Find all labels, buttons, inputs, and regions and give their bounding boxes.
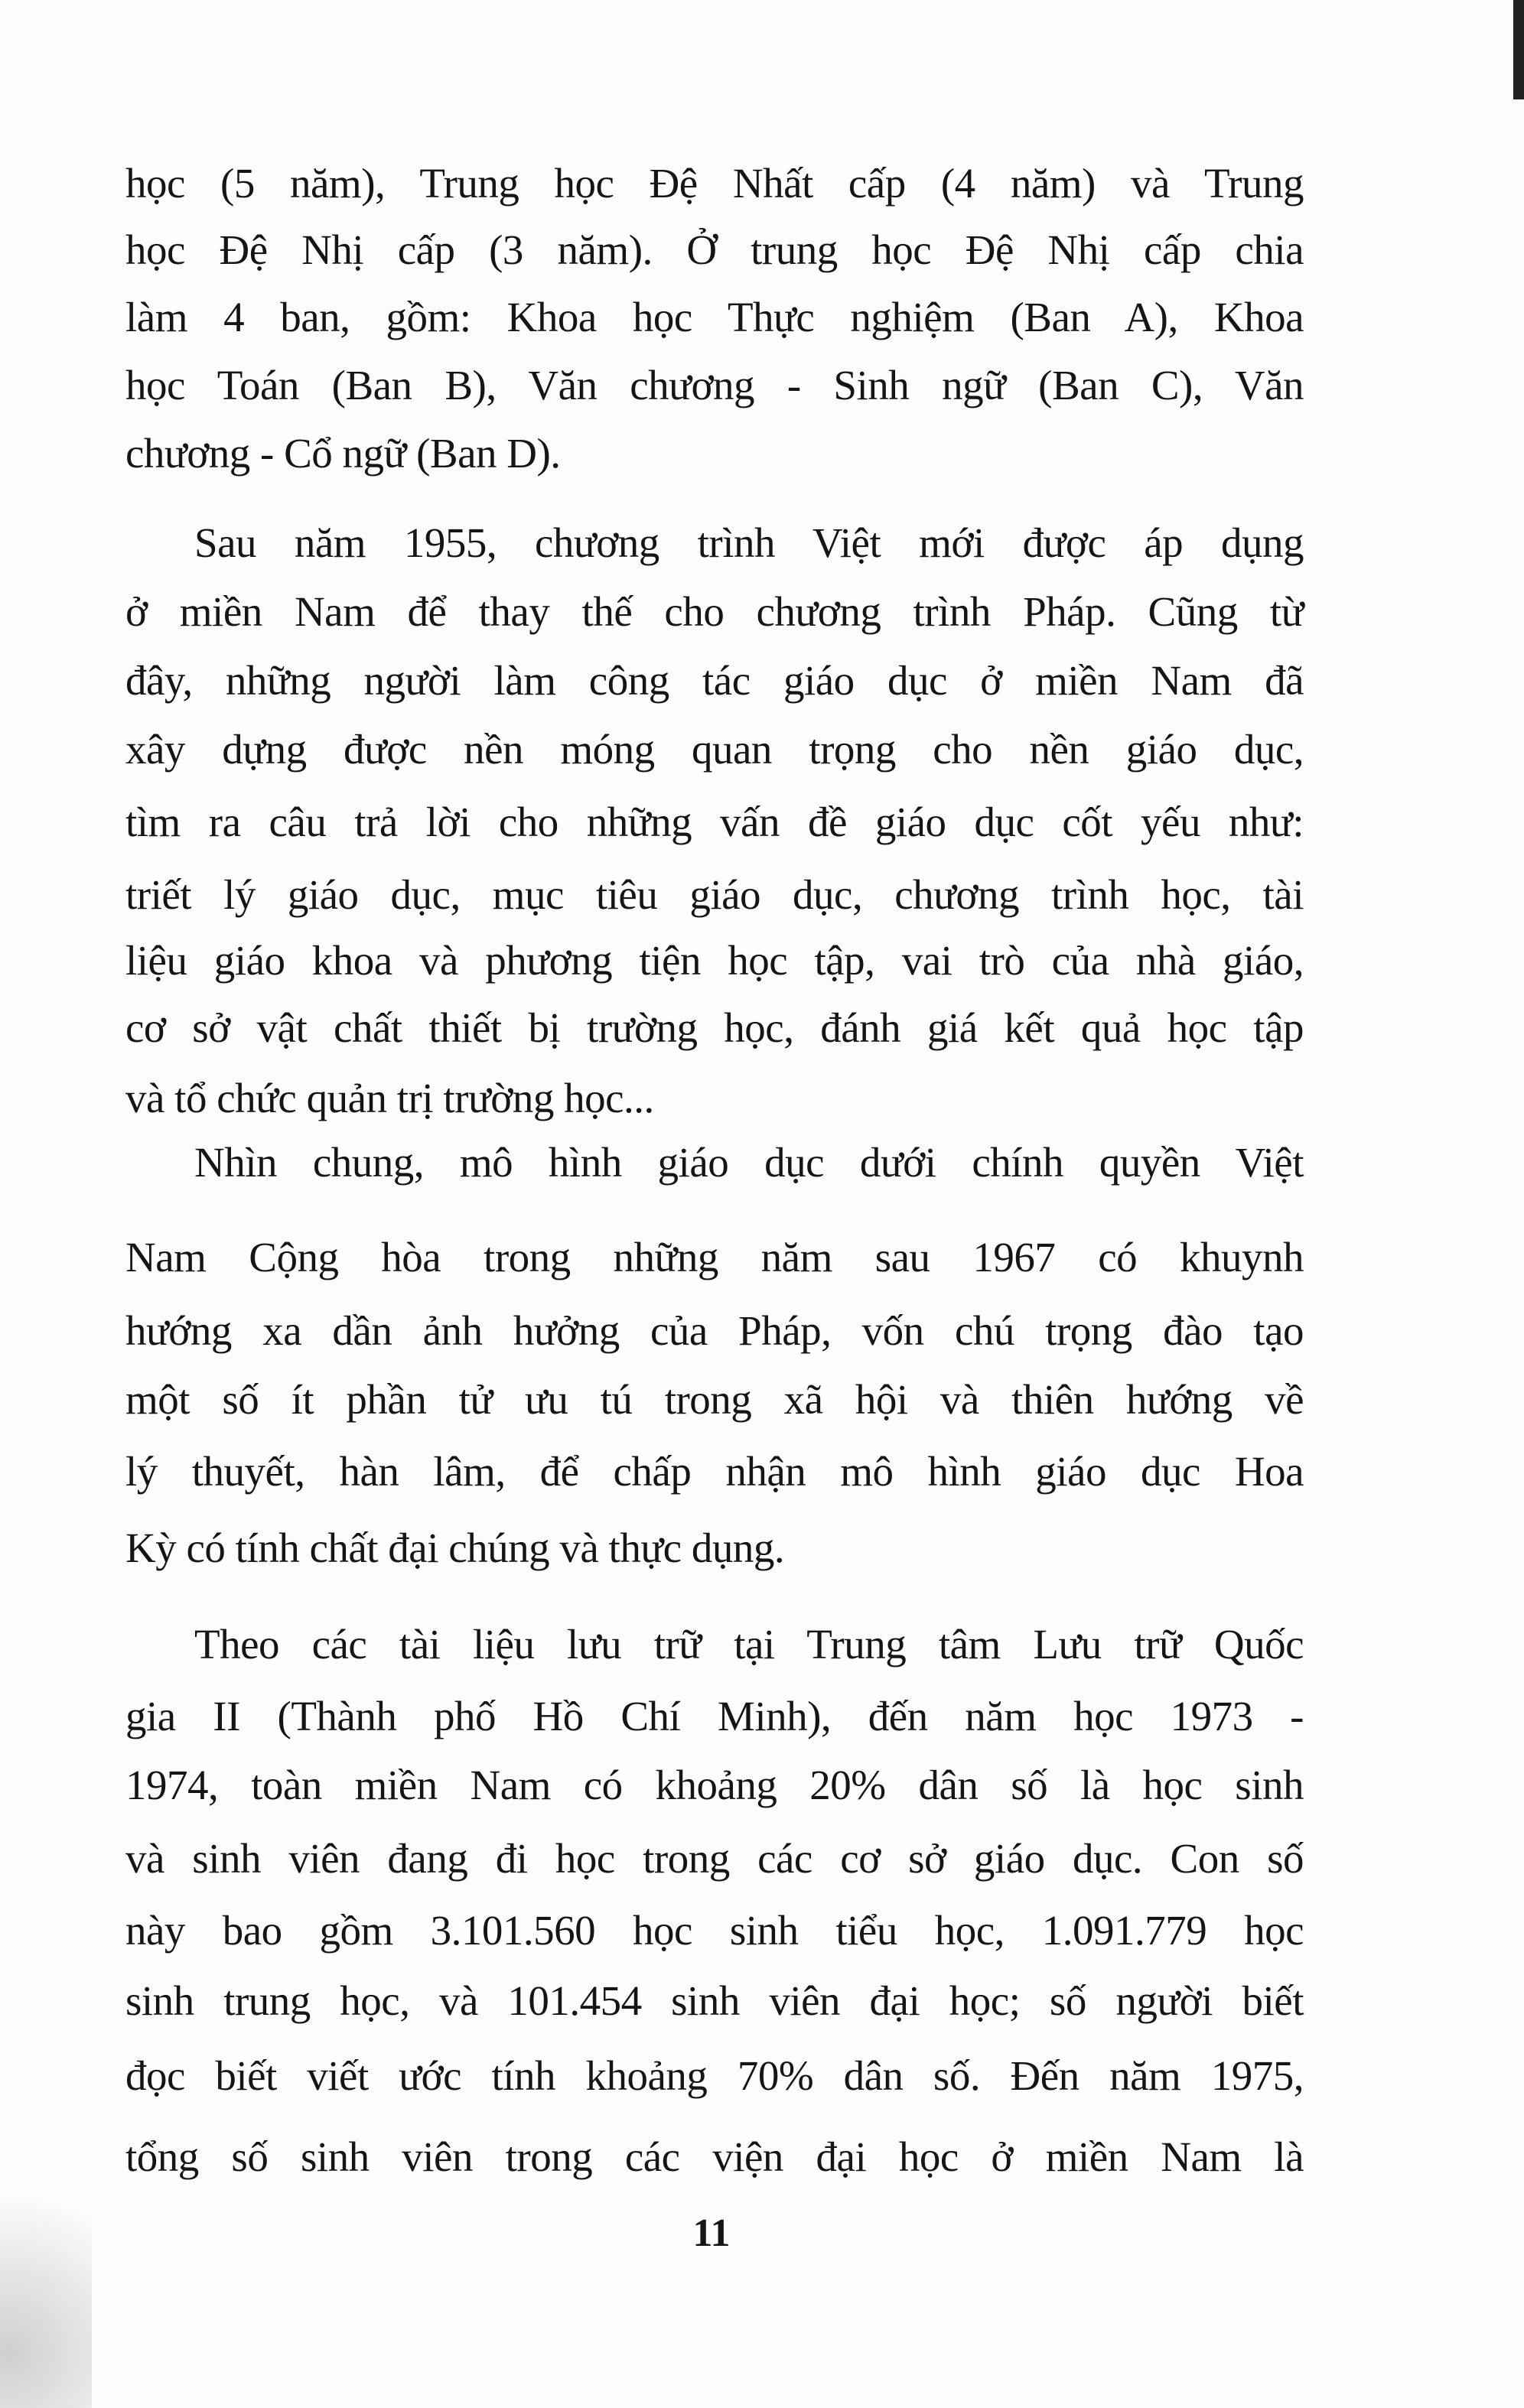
text-line: Kỳ có tính chất đại chúng và thực dụng. — [125, 1525, 785, 1571]
text-line: và tổ chức quản trị trường học... — [125, 1075, 654, 1121]
text-line: lý thuyết, hàn lâm, để chấp nhận mô hình giáo dục Hoa — [125, 1448, 1304, 1495]
text-line: đây, những người làm công tác giáo dục ở miền Nam đã — [125, 657, 1304, 704]
text-line: Theo các tài liệu lưu trữ tại Trung tâm Lưu trữ Quốc — [194, 1621, 1304, 1668]
text-line: học (5 năm), Trung học Đệ Nhất cấp (4 năm) và Trung — [125, 160, 1304, 207]
scan-noise — [0, 2133, 92, 2408]
text-line: tìm ra câu trả lời cho những vấn đề giáo dục cốt yếu như: — [125, 799, 1304, 845]
text-line: hướng xa dần ảnh hưởng của Pháp, vốn chú trọng đào tạo — [125, 1307, 1304, 1354]
text-line: Nam Cộng hòa trong những năm sau 1967 có khuynh — [125, 1234, 1304, 1280]
text-line: chương - Cổ ngữ (Ban D). — [125, 430, 561, 477]
text-line: đọc biết viết ước tính khoảng 70% dân số. Đến năm 1975, — [125, 2052, 1304, 2099]
text-line: và sinh viên đang đi học trong các cơ sở giáo dục. Con số — [125, 1835, 1304, 1882]
text-line: gia II (Thành phố Hồ Chí Minh), đến năm học 1973 - — [125, 1693, 1304, 1739]
text-line: sinh trung học, và 101.454 sinh viên đại học; số người biết — [125, 1977, 1304, 2024]
text-line: cơ sở vật chất thiết bị trường học, đánh giá kết quả học tập — [125, 1004, 1304, 1051]
text-line: này bao gồm 3.101.560 học sinh tiểu học, 1.091.779 học — [125, 1907, 1304, 1954]
text-line: tổng số sinh viên trong các viện đại học ở miền Nam là — [125, 2133, 1304, 2180]
text-line: 1974, toàn miền Nam có khoảng 20% dân số là học sinh — [125, 1762, 1304, 1808]
text-line: Nhìn chung, mô hình giáo dục dưới chính quyền Việt — [194, 1139, 1304, 1186]
text-line: xây dựng được nền móng quan trọng cho nền giáo dục, — [125, 726, 1304, 773]
text-line: một số ít phần tử ưu tú trong xã hội và thiên hướng về — [125, 1376, 1304, 1423]
text-line: làm 4 ban, gồm: Khoa học Thực nghiệm (Ban A), Khoa — [125, 294, 1304, 340]
text-line: Sau năm 1955, chương trình Việt mới được áp dụng — [194, 519, 1304, 566]
text-line: học Đệ Nhị cấp (3 năm). Ở trung học Đệ Nhị cấp chia — [125, 226, 1304, 273]
text-line: liệu giáo khoa và phương tiện học tập, vai trò của nhà giáo, — [125, 937, 1304, 984]
text-line: triết lý giáo dục, mục tiêu giáo dục, chương trình học, tài — [125, 871, 1304, 918]
text-line: học Toán (Ban B), Văn chương - Sinh ngữ (Ban C), Văn — [125, 362, 1304, 408]
scan-edge-mark — [1513, 0, 1524, 99]
page-number: 11 — [692, 2211, 731, 2255]
text-line: ở miền Nam để thay thế cho chương trình Pháp. Cũng từ — [125, 588, 1304, 635]
